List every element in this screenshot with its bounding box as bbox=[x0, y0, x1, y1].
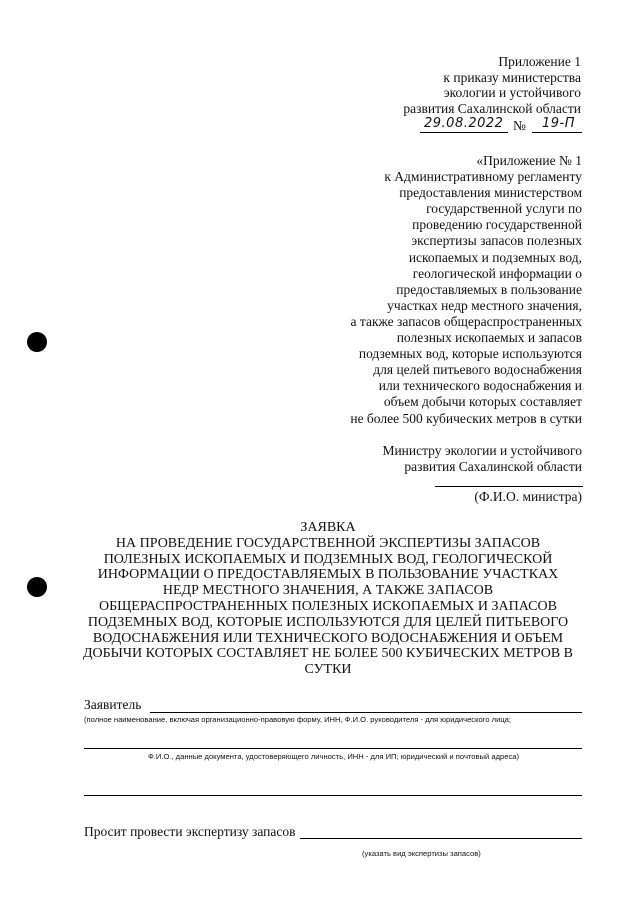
order-date: 29.08.2022 bbox=[424, 116, 504, 131]
appendix-header-line: к приказу министерства bbox=[443, 69, 581, 85]
number-underline bbox=[532, 132, 582, 133]
appendix-header-line: развития Сахалинской области bbox=[403, 100, 581, 116]
request-caption: (указать вид экспертизы запасов) bbox=[362, 849, 481, 858]
title-line: ИНФОРМАЦИИ О ПРЕДОСТАВЛЯЕМЫХ В ПОЛЬЗОВАНИЕ УЧАСТКАХ bbox=[97, 567, 559, 583]
title-line: ПОДЗЕМНЫХ ВОД, КОТОРЫЕ ИСПОЛЬЗУЮТСЯ ДЛЯ ЦЕЛЕЙ ПИТЬЕВОГО bbox=[87, 614, 569, 630]
appendix-quote-line: «Приложение № 1 bbox=[476, 153, 582, 168]
applicant-caption-2: Ф.И.О., данные документа, удостоверяющего личность, ИНН - для ИП; юридический и почтовый адреса) bbox=[148, 752, 520, 761]
punch-hole-top bbox=[27, 332, 47, 352]
document-title bbox=[78, 520, 578, 678]
appendix-quote-line: к Административному регламенту bbox=[384, 169, 582, 185]
title-line: ПОЛЕЗНЫХ ИСКОПАЕМЫХ И ПОДЗЕМНЫХ ВОД, ГЕОЛОГИЧЕСКОЙ bbox=[103, 551, 553, 567]
applicant-label: Заявитель bbox=[84, 697, 142, 712]
title-line: ДОБЫЧИ КОТОРЫХ СОСТАВЛЯЕТ НЕ БОЛЕЕ 500 КУБИЧЕСКИХ МЕТРОВ В bbox=[82, 646, 574, 662]
date-underline bbox=[420, 132, 508, 133]
title-line: НА ПРОВЕДЕНИЕ ГОСУДАРСТВЕННОЙ ЭКСПЕРТИЗЫ ЗАПАСОВ bbox=[115, 535, 541, 551]
appendix-quote-line: предоставляемых в пользование bbox=[396, 281, 582, 297]
applicant-field-line-2[interactable] bbox=[84, 748, 582, 749]
appendix-quote-line: подземных вод, которые используются bbox=[358, 346, 582, 362]
applicant-field-line-3[interactable] bbox=[84, 795, 582, 796]
title-line: ВОДОСНАБЖЕНИЯ ИЛИ ТЕХНИЧЕСКОГО ВОДОСНАБЖЕНИЯ И ОБЪЕМ bbox=[92, 630, 564, 646]
request-label: Просит провести экспертизу запасов bbox=[84, 824, 296, 839]
title-line: ОБЩЕРАСПРОСТРАНЕННЫХ ПОЛЕЗНЫХ ИСКОПАЕМЫХ И ЗАПАСОВ bbox=[99, 598, 557, 614]
appendix-header bbox=[321, 54, 581, 116]
punch-hole-bottom bbox=[27, 577, 47, 597]
applicant-caption: (полное наименование, включая организационно-правовую форму, ИНН, Ф.И.О. руководителя - для юридического лица; bbox=[84, 715, 512, 724]
appendix-quote-line: участках недр местного значения, bbox=[387, 297, 582, 313]
appendix-header-line: Приложение 1 bbox=[498, 54, 581, 69]
appendix-quote-line: экспертизы запасов полезных bbox=[411, 233, 582, 249]
appendix-quote-line: геологической информации о bbox=[412, 265, 582, 281]
addressee-line: развития Сахалинской области bbox=[404, 459, 582, 474]
appendix-quote-line: ископаемых и подземных вод, bbox=[408, 249, 582, 265]
appendix-quote-line: или технического водоснабжения и bbox=[378, 378, 582, 394]
appendix-quote-line: проведению государственной bbox=[412, 217, 582, 233]
appendix-quote-line: а также запасов общераспространенных bbox=[350, 313, 582, 329]
appendix-header-line: экологии и устойчивого bbox=[443, 85, 581, 100]
title-line: СУТКИ bbox=[304, 662, 352, 678]
title-line: НЕДР МЕСТНОГО ЗНАЧЕНИЯ, А ТАКЖЕ ЗАПАСОВ bbox=[162, 583, 494, 599]
addressee bbox=[322, 443, 582, 475]
order-date-number bbox=[420, 116, 585, 136]
appendix-quote-line: полезных ископаемых и запасов bbox=[396, 330, 582, 346]
minister-fio-line bbox=[435, 486, 583, 487]
request-field[interactable] bbox=[300, 838, 582, 839]
applicant-field[interactable] bbox=[150, 712, 582, 713]
appendix-quote-line: не более 500 кубических метров в сутки bbox=[350, 410, 582, 426]
appendix-quote-line: для целей питьевого водоснабжения bbox=[373, 362, 582, 378]
appendix-quote-line: государственной услуги по bbox=[426, 201, 582, 217]
title-line: ЗАЯВКА bbox=[300, 520, 356, 535]
minister-fio-caption: (Ф.И.О. министра) bbox=[474, 489, 582, 504]
appendix-quote-line: объем добычи которых составляет bbox=[383, 394, 582, 410]
appendix-quote-line: предоставления министерством bbox=[399, 185, 582, 201]
addressee-line: Министру экологии и устойчивого bbox=[382, 443, 582, 458]
number-label: № bbox=[513, 118, 526, 133]
appendix-quote bbox=[282, 153, 582, 427]
order-number: 19-П bbox=[542, 116, 576, 131]
